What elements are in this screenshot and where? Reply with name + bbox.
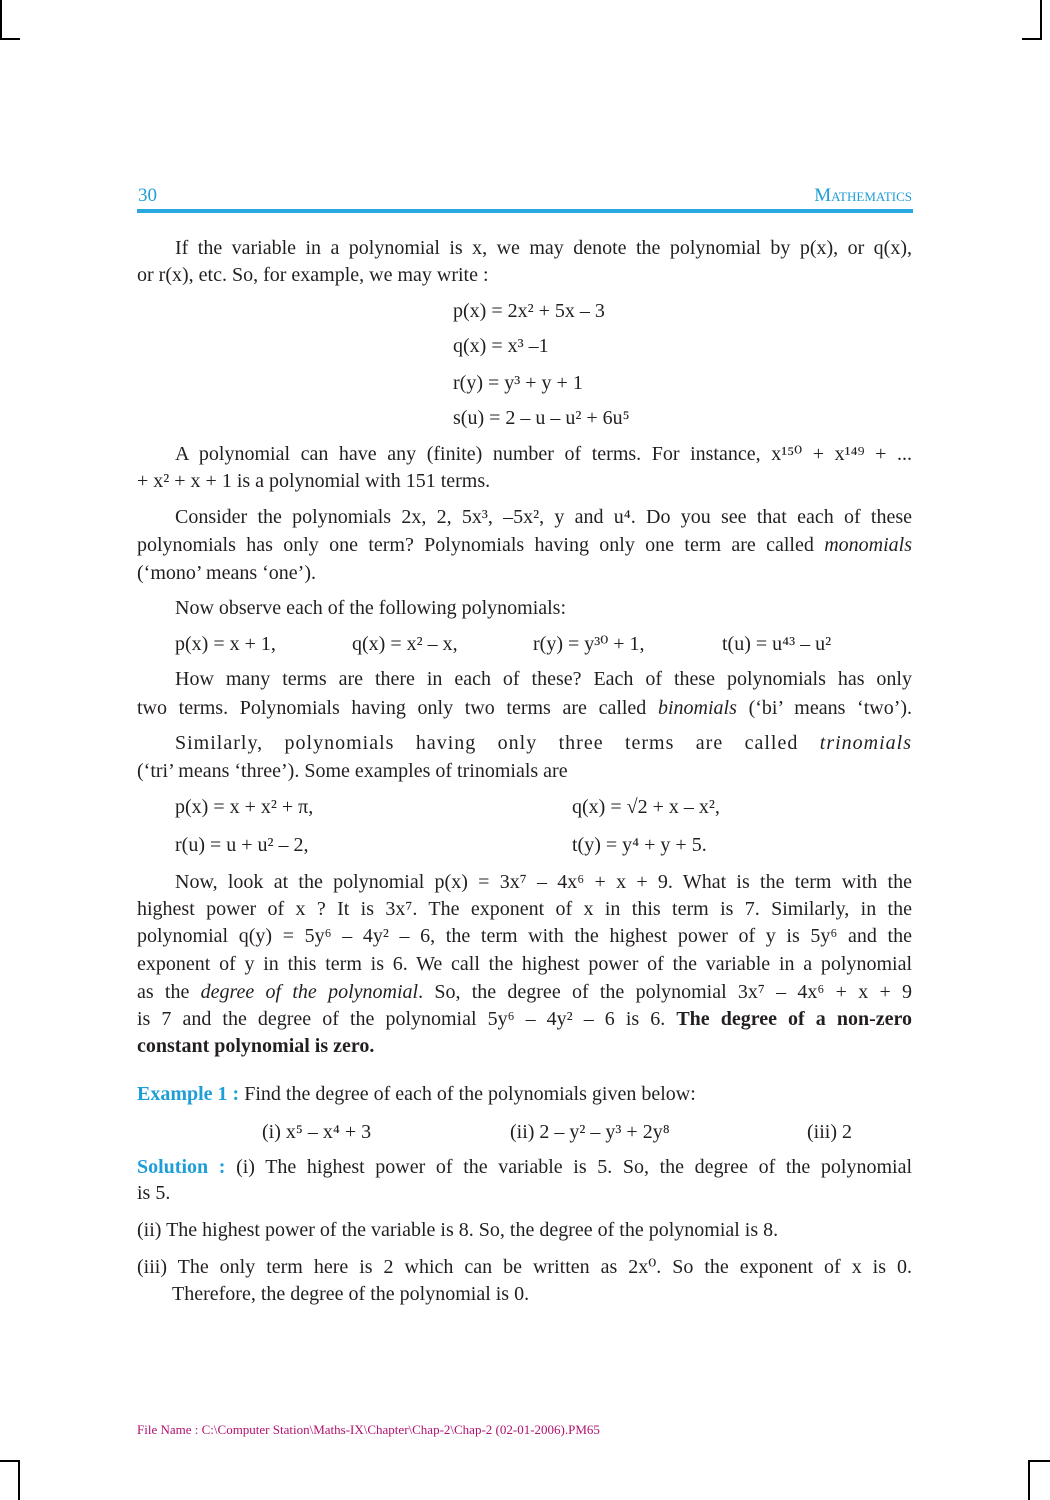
paragraph-line: How many terms are there in each of these? Each of these polynomials has only	[175, 668, 912, 690]
paragraph-line	[137, 1006, 912, 1033]
text: polynomials has only one term? Polynomials having only one term are called	[137, 534, 814, 556]
example-item: (ii) 2 – y² – y³ + 2y⁸	[510, 1121, 670, 1143]
solution-label: Solution :	[137, 1156, 226, 1178]
running-title: Mathematics	[814, 185, 912, 206]
equation: p(x) = x + 1,	[175, 633, 276, 655]
term-binomials: binomials	[657, 697, 737, 719]
paragraph-line: highest power of x ? It is 3x⁷. The exponent of x in this term is 7. Similarly, in the	[137, 898, 912, 920]
equation: p(x) = x + x² + π,	[175, 796, 314, 818]
text: is 7 and the degree of the polynomial 5y⁶ – 4y² – 6 is 6.	[137, 1008, 666, 1030]
solution-line	[137, 1154, 912, 1181]
crop-mark	[18, 1460, 20, 1500]
equation: p(x) = 2x² + 5x – 3	[453, 300, 605, 322]
paragraph-line: Now, look at the polynomial p(x) = 3x⁷ – 4x⁶ + x + 9. What is the term with the	[175, 871, 912, 893]
equation: s(u) = 2 – u – u² + 6u⁵	[453, 407, 630, 429]
text: (‘bi’ means ‘two’).	[748, 697, 913, 719]
example-label: Example 1 :	[137, 1083, 240, 1105]
equation: q(x) = x² – x,	[352, 633, 458, 655]
equation: r(y) = y³⁰ + 1,	[533, 633, 645, 655]
text: Similarly, polynomials having only three terms are called	[175, 732, 799, 754]
header-rule	[137, 209, 913, 213]
equation: t(y) = y⁴ + y + 5.	[572, 834, 707, 856]
crop-mark	[1028, 1460, 1030, 1500]
term-degree: degree of the polynomial	[200, 981, 419, 1003]
paragraph-line: (‘tri’ means ‘three’). Some examples of trinomials are	[137, 760, 568, 782]
paragraph-line: (‘mono’ means ‘one’).	[137, 562, 317, 584]
solution-line: Therefore, the degree of the polynomial is 0.	[172, 1283, 530, 1305]
solution-line: (ii) The highest power of the variable is 8. So, the degree of the polynomial is 8.	[137, 1219, 779, 1241]
equation: q(x) = x³ –1	[453, 335, 549, 357]
text: two terms. Polynomials having only two terms are called	[137, 697, 647, 719]
crop-mark	[1022, 38, 1042, 40]
crop-mark	[0, 38, 20, 40]
text: . So, the degree of the polynomial 3x⁷ – 4x⁶ + x + 9	[418, 981, 912, 1003]
term-monomials: monomials	[824, 534, 913, 556]
paragraph-line	[175, 730, 912, 757]
text: as the	[137, 981, 190, 1003]
example-heading	[137, 1081, 912, 1108]
text: (i) The highest power of the variable is 5. So, the degree of the polynomial	[236, 1156, 913, 1178]
example-item: (i) x⁵ – x⁴ + 3	[262, 1121, 372, 1143]
paragraph-line: polynomial q(y) = 5y⁶ – 4y² – 6, the term with the highest power of y is 5y⁶ and the	[137, 925, 912, 947]
term-trinomials: trinomials	[819, 732, 913, 754]
equation: r(u) = u + u² – 2,	[175, 834, 309, 856]
footer-filename: File Name : C:\Computer Station\Maths-IX\Chapter\Chap-2\Chap-2 (02-01-2006).PM65	[137, 1422, 600, 1437]
equation: r(y) = y³ + y + 1	[453, 372, 583, 394]
paragraph-line: or r(x), etc. So, for example, we may write :	[137, 264, 489, 286]
paragraph-line: exponent of y in this term is 6. We call the highest power of the variable in a polynomial	[137, 953, 912, 975]
paragraph-line	[137, 979, 912, 1006]
paragraph-line: + x² + x + 1 is a polynomial with 151 terms.	[137, 470, 491, 492]
example-item: (iii) 2	[807, 1121, 852, 1143]
equation: q(x) = √2 + x – x²,	[572, 796, 720, 818]
paragraph-line	[137, 695, 912, 722]
paragraph-line	[137, 532, 912, 559]
text: Find the degree of each of the polynomials given below:	[244, 1083, 696, 1105]
paragraph-line: constant polynomial is zero.	[137, 1035, 375, 1057]
page-number: 30	[138, 185, 157, 206]
crop-mark	[0, 0, 2, 40]
solution-line: (iii) The only term here is 2 which can be written as 2x⁰. So the exponent of x is 0.	[137, 1256, 912, 1278]
paragraph-line: Now observe each of the following polynomials:	[175, 597, 567, 619]
crop-mark	[0, 1460, 20, 1462]
solution-line: is 5.	[137, 1182, 171, 1204]
bold-text: The degree of a non-zero	[676, 1008, 913, 1030]
paragraph-line: A polynomial can have any (finite) number of terms. For instance, x¹⁵⁰ + x¹⁴⁹ + ...	[175, 443, 912, 465]
paragraph-line: If the variable in a polynomial is x, we may denote the polynomial by p(x), or q(x),	[175, 237, 912, 259]
equation: t(u) = u⁴³ – u²	[722, 633, 832, 655]
paragraph-line: Consider the polynomials 2x, 2, 5x³, –5x², y and u⁴. Do you see that each of these	[175, 506, 912, 528]
crop-mark	[1040, 0, 1042, 40]
crop-mark	[1028, 1460, 1050, 1462]
